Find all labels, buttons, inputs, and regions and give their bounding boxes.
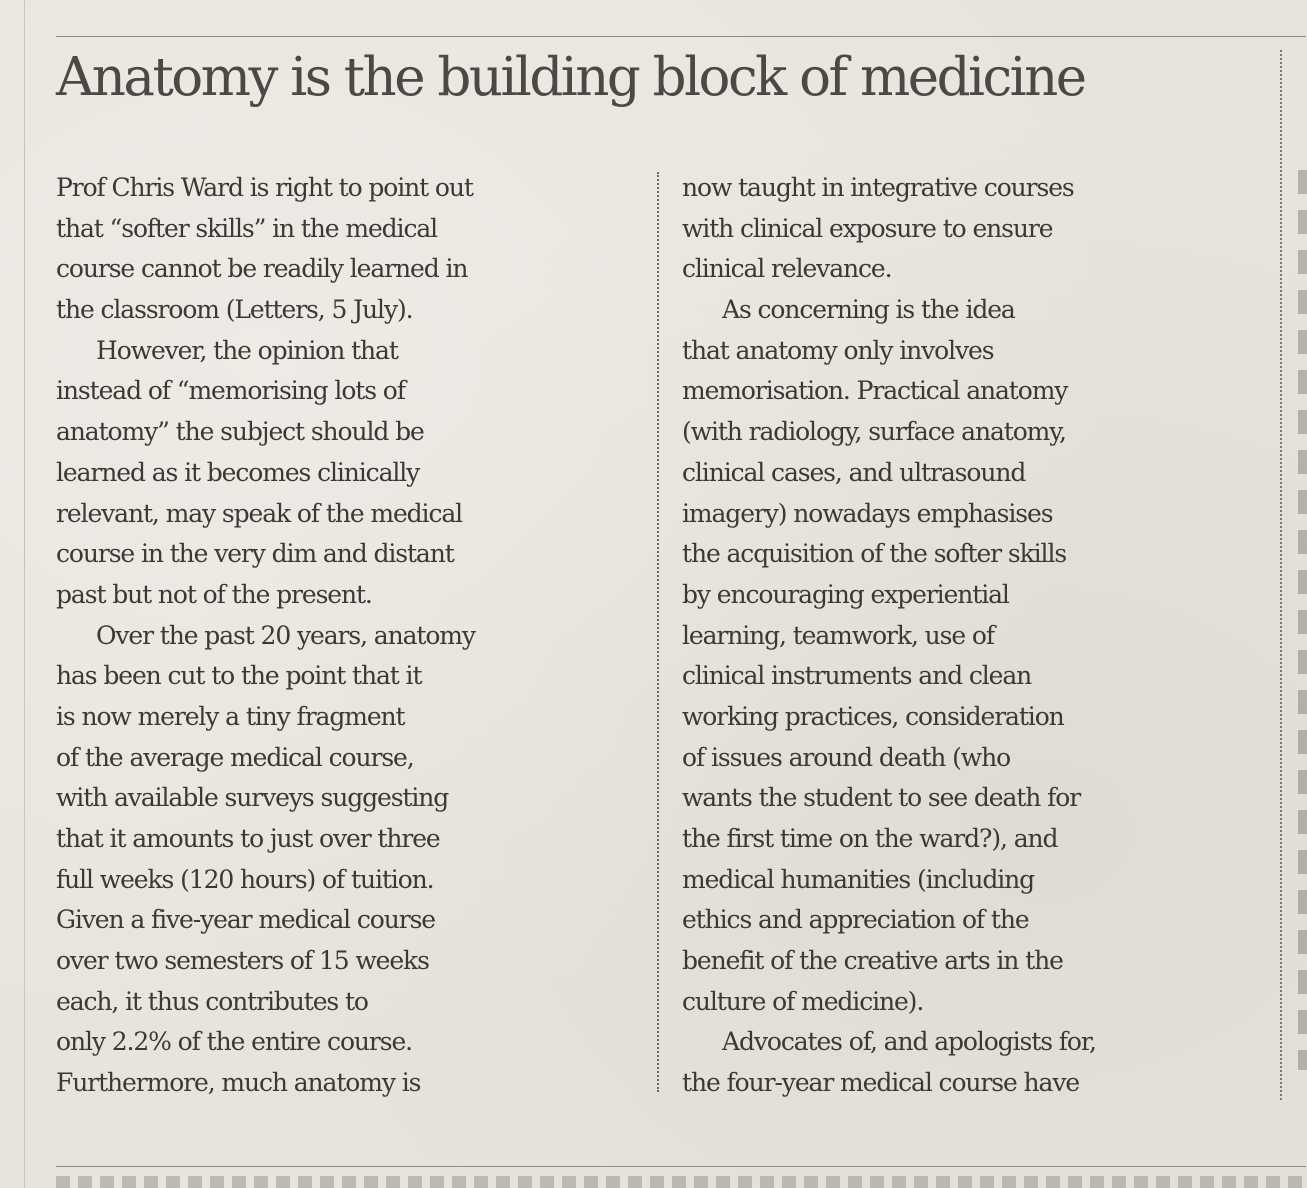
text-line: clinical cases, and ultrasound [682,457,1026,487]
text-line: Advocates of, and apologists for, [722,1027,1096,1057]
text-line: As concerning is the idea [722,295,1015,325]
text-line: now taught in integrative courses [682,173,1074,202]
text-line: that “softer skills” in the medical [56,213,438,243]
text-line: Over the past 20 years, anatomy [96,620,475,650]
text-line: relevant, may speak of the medical [56,498,463,528]
text-line: learning, teamwork, use of [682,620,995,650]
text-line: the classroom (Letters, 5 July). [56,295,413,325]
text-line: learned as it becomes clinically [56,457,420,487]
text-line: is now merely a tiny fragment [56,701,405,731]
text-line: course in the very dim and distant [56,539,454,569]
text-line: only 2.2% of the entire course. [56,1027,413,1057]
text-line: (with radiology, surface anatomy, [682,417,1066,447]
text-line: the first time on the ward?), and [682,824,1058,853]
text-line: over two semesters of 15 weeks [56,946,429,976]
cut-off-next-article-edge [56,1176,1306,1188]
top-rule [56,36,1306,37]
bottom-rule [56,1166,1306,1167]
text-line: that it amounts to just over three [56,824,440,853]
text-line: clinical instruments and clean [682,661,1032,691]
text-line: course cannot be readily learned in [56,254,468,284]
paper-fold-line [24,0,25,1188]
right-column [682,168,1272,1104]
text-line: Prof Chris Ward is right to point out [56,173,473,202]
text-line: medical humanities (including [682,864,1035,894]
text-line: full weeks (120 hours) of tuition. [56,864,434,894]
text-line: by encouraging experiential [682,579,1009,609]
text-line: Given a five-year medical course [56,905,435,935]
text-line: each, it thus contributes to [56,986,368,1016]
text-line: that anatomy only involves [682,335,994,365]
text-line: instead of “memorising lots of [56,376,405,406]
text-line: imagery) nowadays emphasises [682,498,1053,528]
cut-off-adjacent-column-edge [1298,170,1307,1070]
text-line: the four-year medical course have [682,1068,1080,1098]
article-headline: Anatomy is the building block of medicine [56,47,1085,108]
text-line: the acquisition of the softer skills [682,539,1067,569]
right-dotted-divider [1280,50,1282,1100]
text-line: However, the opinion that [96,335,398,365]
text-line: with clinical exposure to ensure [682,213,1053,243]
column-divider [657,172,659,1092]
text-line: anatomy” the subject should be [56,417,424,447]
text-line: Furthermore, much anatomy is [56,1068,421,1098]
text-line: of issues around death (who [682,742,1011,772]
text-line: has been cut to the point that it [56,661,422,691]
text-line: culture of medicine). [682,986,924,1016]
text-line: benefit of the creative arts in the [682,946,1063,976]
text-line: of the average medical course, [56,742,414,772]
text-line: ethics and appreciation of the [682,905,1029,935]
text-line: clinical relevance. [682,254,892,284]
text-line: working practices, consideration [682,701,1064,731]
text-line: past but not of the present. [56,579,372,609]
left-column [56,168,646,1104]
text-line: with available surveys suggesting [56,783,449,813]
text-line: memorisation. Practical anatomy [682,376,1068,406]
text-line: wants the student to see death for [682,783,1081,813]
